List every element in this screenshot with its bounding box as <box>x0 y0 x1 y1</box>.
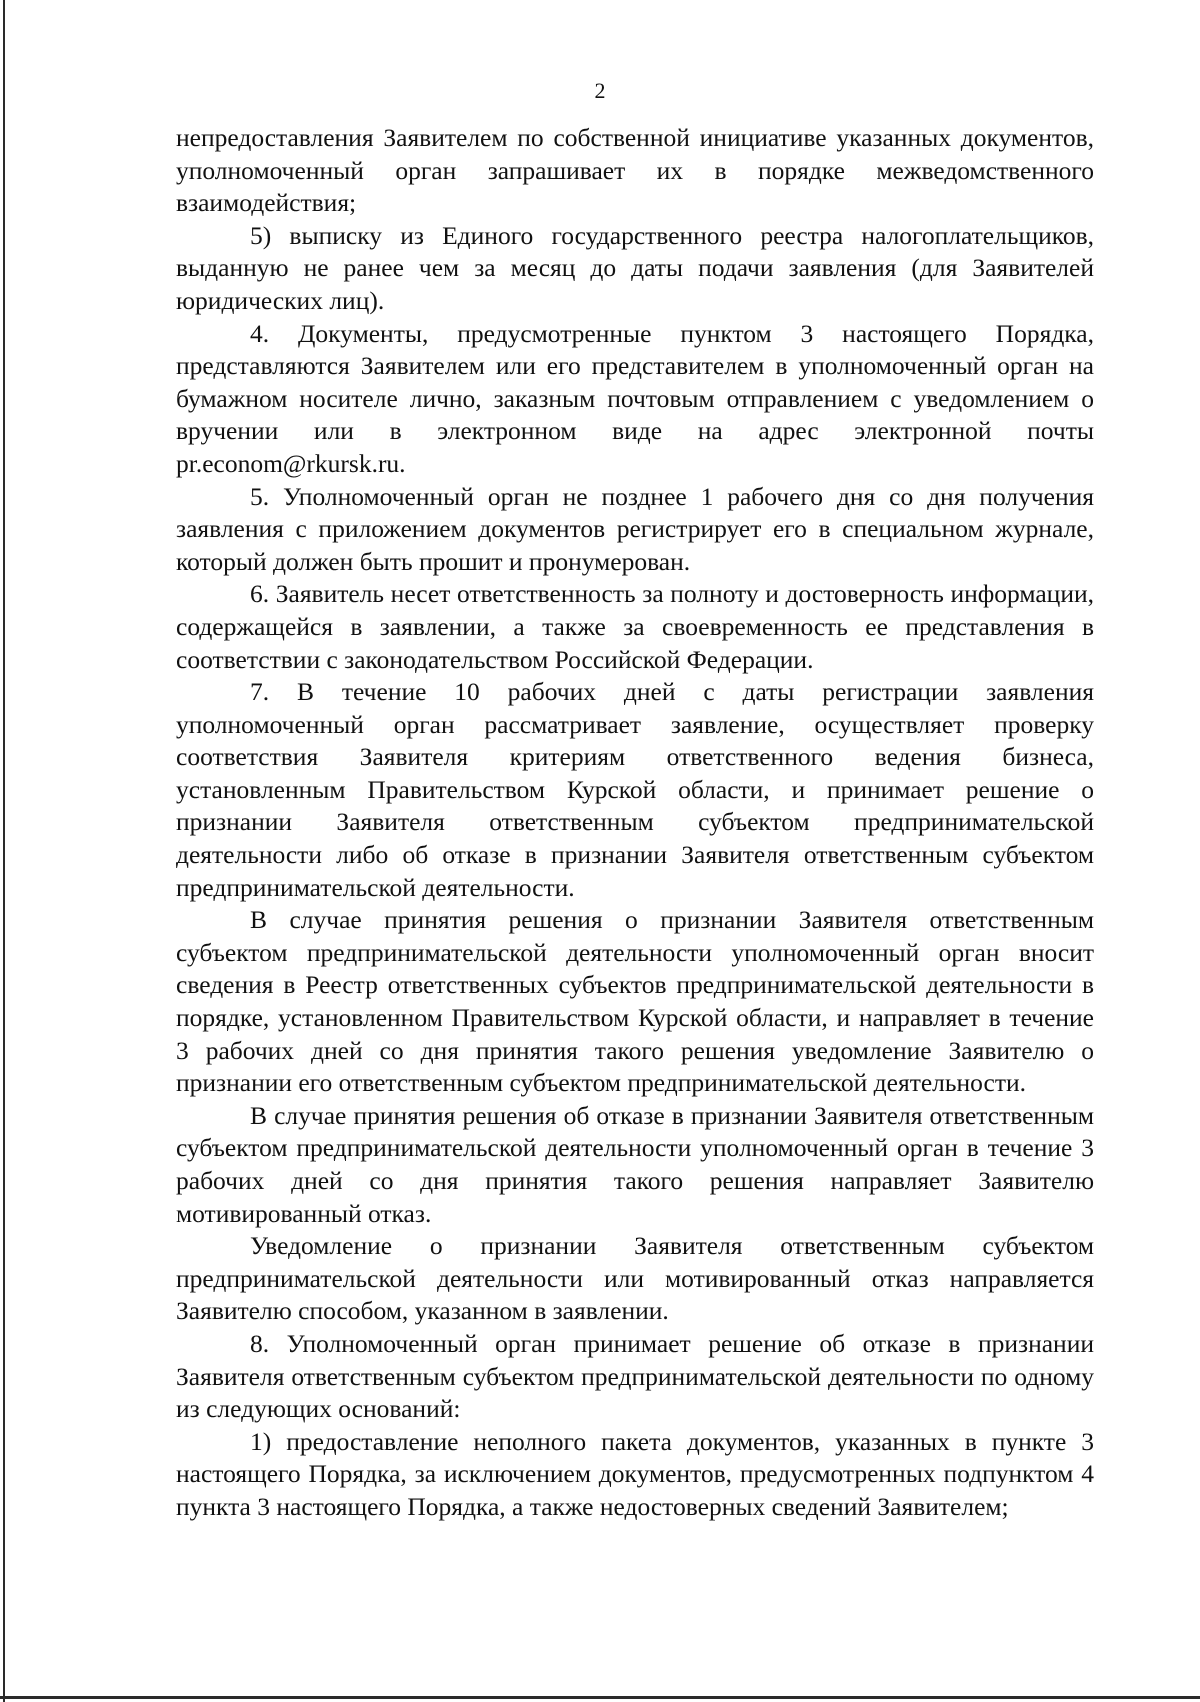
document-body <box>176 122 1094 1524</box>
paragraph-clause-6: 6. Заявитель несет ответственность за полноту и достоверность информации, содержащейся в заявлении, а также за своевременность ее представления в соответствии с законодательством Российской Федерации. <box>176 579 1094 674</box>
paragraph-notification: Уведомление о признании Заявителя ответственным субъектом предпринимательской деятельности или мотивированный отказ направляется Заявителю способом, указанном в заявлении. <box>176 1231 1094 1326</box>
paragraph-clause-4: 4. Документы, предусмотренные пунктом 3 настоящего Порядка, представляются Заявителем или его представителем в уполномоченный орган на бумажном носителе лично, заказным почтовым отправлением с уведомлением о вручении или в электронном виде на адрес электронной почты pr.econom@rkursk.ru. <box>176 318 1094 478</box>
paragraph-item-5-extract: 5) выписку из Единого государственного реестра налогоплательщиков, выданную не ранее чем за месяц до даты подачи заявления (для Заявителей юридических лиц). <box>176 220 1094 315</box>
paragraph-refusal-decision: В случае принятия решения об отказе в признании Заявителя ответственным субъектом предпринимательской деятельности уполномоченный орган в течение 3 рабочих дней со дня принятия такого решения направляет Заявителю мотивированный отказ. <box>176 1100 1094 1228</box>
paragraph-positive-decision: В случае принятия решения о признании Заявителя ответственным субъектом предпринимательской деятельности уполномоченный орган вносит сведения в Реестр ответственных субъектов предпринимательской деятельности в порядке, установленном Правительством Курской области, и направляет в течение 3 рабочих дней со дня принятия такого решения уведомление Заявителю о признании его ответственным субъектом предпринимательской деятельности. <box>176 905 1094 1098</box>
paragraph-refusal-ground-1: 1) предоставление неполного пакета документов, указанных в пункте 3 настоящего Порядка, за исключением документов, предусмотренных подпунктом 4 пункта 3 настоящего Порядка, а также недостоверных сведений Заявителем; <box>176 1426 1094 1521</box>
page-number: 2 <box>594 78 606 103</box>
scan-left-edge <box>3 0 5 1702</box>
paragraph-continuation: непредоставления Заявителем по собственной инициативе указанных документов, уполномоченный орган запрашивает их в порядке межведомственного взаимодействия; <box>176 123 1094 218</box>
scan-bottom-edge <box>0 1696 1200 1699</box>
paragraph-clause-8: 8. Уполномоченный орган принимает решение об отказе в признании Заявителя ответственным субъектом предпринимательской деятельности по одному из следующих оснований: <box>176 1328 1094 1424</box>
paragraph-clause-5: 5. Уполномоченный орган не позднее 1 рабочего дня со дня получения заявления с приложением документов регистрирует его в специальном журнале, который должен быть прошит и пронумерован. <box>176 481 1094 576</box>
paragraph-clause-7: 7. В течение 10 рабочих дней с даты регистрации заявления уполномоченный орган рассматривает заявление, осуществляет проверку соответствия Заявителя критериям ответственного ведения бизнеса, установленным Правительством Курской области, и принимает решение о признании Заявителя ответственным субъектом предпринимательской деятельности либо об отказе в признании Заявителя ответственным субъектом предпринимательской деятельности. <box>176 677 1094 902</box>
